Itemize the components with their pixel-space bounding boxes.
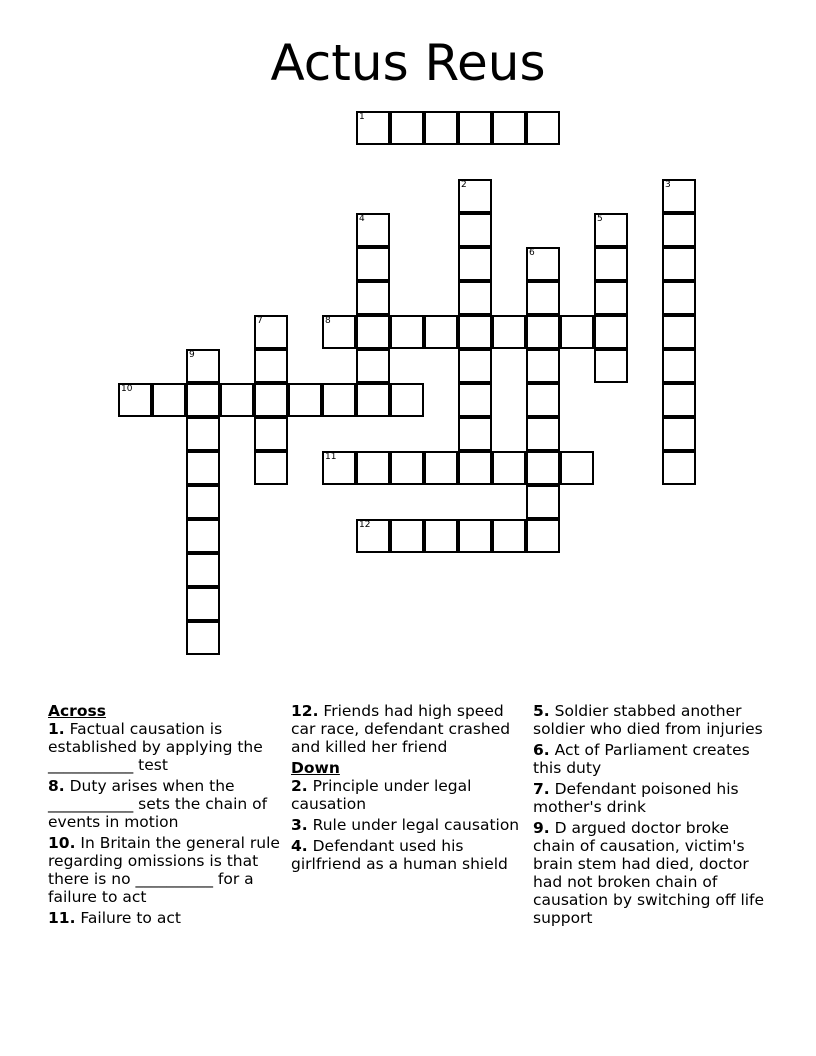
clue-text: Factual causation is established by applying the ___________ test <box>48 720 263 774</box>
grid-cell[interactable] <box>458 417 492 451</box>
grid-cell[interactable] <box>662 349 696 383</box>
clue-text: Duty arises when the ___________ sets the chain of events in motion <box>48 777 268 831</box>
grid-cell[interactable] <box>118 383 152 417</box>
grid-cell[interactable] <box>390 111 424 145</box>
cell-number: 1 <box>359 112 365 122</box>
grid-cell[interactable] <box>662 213 696 247</box>
grid-cell[interactable] <box>254 383 288 417</box>
grid-cell[interactable] <box>322 383 356 417</box>
clues-column-2 <box>291 702 527 876</box>
clue-across-1 <box>48 720 284 774</box>
cell-number: 3 <box>665 180 671 190</box>
clue-down-7 <box>533 780 769 816</box>
clue-text: Soldier stabbed another soldier who died from injuries <box>533 702 763 738</box>
grid-cell[interactable] <box>526 281 560 315</box>
grid-cell[interactable] <box>356 451 390 485</box>
grid-cell[interactable] <box>594 281 628 315</box>
clue-down-5 <box>533 702 769 738</box>
cell-number: 6 <box>529 248 535 258</box>
clue-number: 3. <box>291 816 308 834</box>
grid-cell[interactable] <box>662 451 696 485</box>
cell-number: 2 <box>461 180 467 190</box>
grid-cell[interactable] <box>594 315 628 349</box>
grid-cell[interactable] <box>492 451 526 485</box>
clue-number: 6. <box>533 741 550 759</box>
grid-cell[interactable] <box>254 315 288 349</box>
grid-cell[interactable] <box>390 451 424 485</box>
clue-number: 8. <box>48 777 65 795</box>
grid-cell[interactable] <box>390 383 424 417</box>
grid-cell[interactable] <box>458 213 492 247</box>
cell-number: 11 <box>325 452 337 462</box>
grid-cell[interactable] <box>662 383 696 417</box>
grid-cell[interactable] <box>254 451 288 485</box>
grid-cell[interactable] <box>356 519 390 553</box>
grid-cell[interactable] <box>186 451 220 485</box>
clue-text: Failure to act <box>80 909 181 927</box>
grid-cell[interactable] <box>186 553 220 587</box>
clue-number: 4. <box>291 837 308 855</box>
grid-cell[interactable] <box>186 587 220 621</box>
grid-cell[interactable] <box>526 485 560 519</box>
cell-number: 9 <box>189 350 195 360</box>
clue-number: 7. <box>533 780 550 798</box>
grid-cell[interactable] <box>526 349 560 383</box>
grid-cell[interactable] <box>356 349 390 383</box>
grid-cell[interactable] <box>356 315 390 349</box>
grid-cell[interactable] <box>526 315 560 349</box>
clue-number: 9. <box>533 819 550 837</box>
clue-down-4 <box>291 837 527 873</box>
clue-number: 10. <box>48 834 76 852</box>
grid-cell[interactable] <box>662 315 696 349</box>
grid-cell[interactable] <box>186 485 220 519</box>
down-heading: Down <box>291 759 340 777</box>
grid-cell[interactable] <box>492 315 526 349</box>
clue-number: 5. <box>533 702 550 720</box>
grid-cell[interactable] <box>322 315 356 349</box>
grid-cell[interactable] <box>492 519 526 553</box>
grid-cell[interactable] <box>662 179 696 213</box>
grid-cell[interactable] <box>254 349 288 383</box>
across-heading: Across <box>48 702 106 720</box>
cell-number: 5 <box>597 214 603 224</box>
grid-cell[interactable] <box>526 451 560 485</box>
clue-text: Defendant poisoned his mother's drink <box>533 780 739 816</box>
grid-cell[interactable] <box>526 247 560 281</box>
clue-number: 11. <box>48 909 76 927</box>
grid-cell[interactable] <box>458 519 492 553</box>
grid-cell[interactable] <box>152 383 186 417</box>
grid-cell[interactable] <box>356 383 390 417</box>
grid-cell[interactable] <box>526 383 560 417</box>
clue-text: Defendant used his girlfriend as a human shield <box>291 837 508 873</box>
cell-number: 10 <box>121 384 133 394</box>
cell-number: 4 <box>359 214 365 224</box>
grid-cell[interactable] <box>458 451 492 485</box>
grid-cell[interactable] <box>458 247 492 281</box>
clue-text: Friends had high speed car race, defendant crashed and killed her friend <box>291 702 511 756</box>
grid-cell[interactable] <box>492 111 526 145</box>
grid-cell[interactable] <box>560 451 594 485</box>
grid-cell[interactable] <box>220 383 254 417</box>
clue-across-12 <box>291 702 527 756</box>
grid-cell[interactable] <box>356 247 390 281</box>
clue-down-9 <box>533 819 769 927</box>
grid-cell[interactable] <box>594 247 628 281</box>
grid-cell[interactable] <box>560 315 594 349</box>
grid-cell[interactable] <box>458 349 492 383</box>
grid-cell[interactable] <box>458 111 492 145</box>
grid-cell[interactable] <box>186 621 220 655</box>
grid-cell[interactable] <box>186 417 220 451</box>
clues-column-3 <box>533 702 769 930</box>
grid-cell[interactable] <box>526 519 560 553</box>
grid-cell[interactable] <box>186 383 220 417</box>
grid-cell[interactable] <box>424 315 458 349</box>
grid-cell[interactable] <box>458 315 492 349</box>
clue-across-8 <box>48 777 284 831</box>
grid-cell[interactable] <box>390 315 424 349</box>
grid-cell[interactable] <box>594 349 628 383</box>
grid-cell[interactable] <box>424 111 458 145</box>
cell-number: 8 <box>325 316 331 326</box>
grid-cell[interactable] <box>356 213 390 247</box>
grid-cell[interactable] <box>458 383 492 417</box>
clue-text: D argued doctor broke chain of causation, victim's brain stem had died, doctor had not broken chain of causation by switching off life support <box>533 819 765 927</box>
grid-cell[interactable] <box>322 451 356 485</box>
clue-text: Principle under legal causation <box>291 777 472 813</box>
grid-cell[interactable] <box>424 519 458 553</box>
grid-cell[interactable] <box>526 111 560 145</box>
grid-cell[interactable] <box>594 213 628 247</box>
grid-cell[interactable] <box>662 417 696 451</box>
grid-cell[interactable] <box>356 111 390 145</box>
clue-text: In Britain the general rule regarding omissions is that there is no __________ for a failure to act <box>48 834 280 906</box>
grid-cell[interactable] <box>424 451 458 485</box>
clue-down-2 <box>291 777 527 813</box>
grid-cell[interactable] <box>186 519 220 553</box>
grid-cell[interactable] <box>288 383 322 417</box>
cell-number: 12 <box>359 520 371 530</box>
grid-cell[interactable] <box>390 519 424 553</box>
grid-cell[interactable] <box>458 281 492 315</box>
puzzle-title: Actus Reus <box>270 34 546 92</box>
grid-cell[interactable] <box>458 179 492 213</box>
clues-column-1 <box>48 702 284 930</box>
clue-number: 12. <box>291 702 319 720</box>
grid-cell[interactable] <box>356 281 390 315</box>
grid-cell[interactable] <box>662 281 696 315</box>
clue-down-6 <box>533 741 769 777</box>
grid-cell[interactable] <box>526 417 560 451</box>
clue-down-3 <box>291 816 527 834</box>
clue-across-10 <box>48 834 284 906</box>
clue-number: 2. <box>291 777 308 795</box>
grid-cell[interactable] <box>254 417 288 451</box>
clue-text: Rule under legal causation <box>312 816 520 834</box>
clue-number: 1. <box>48 720 65 738</box>
grid-cell[interactable] <box>186 349 220 383</box>
clue-text: Act of Parliament creates this duty <box>533 741 750 777</box>
grid-cell[interactable] <box>662 247 696 281</box>
clue-across-11 <box>48 909 284 927</box>
cell-number: 7 <box>257 316 263 326</box>
